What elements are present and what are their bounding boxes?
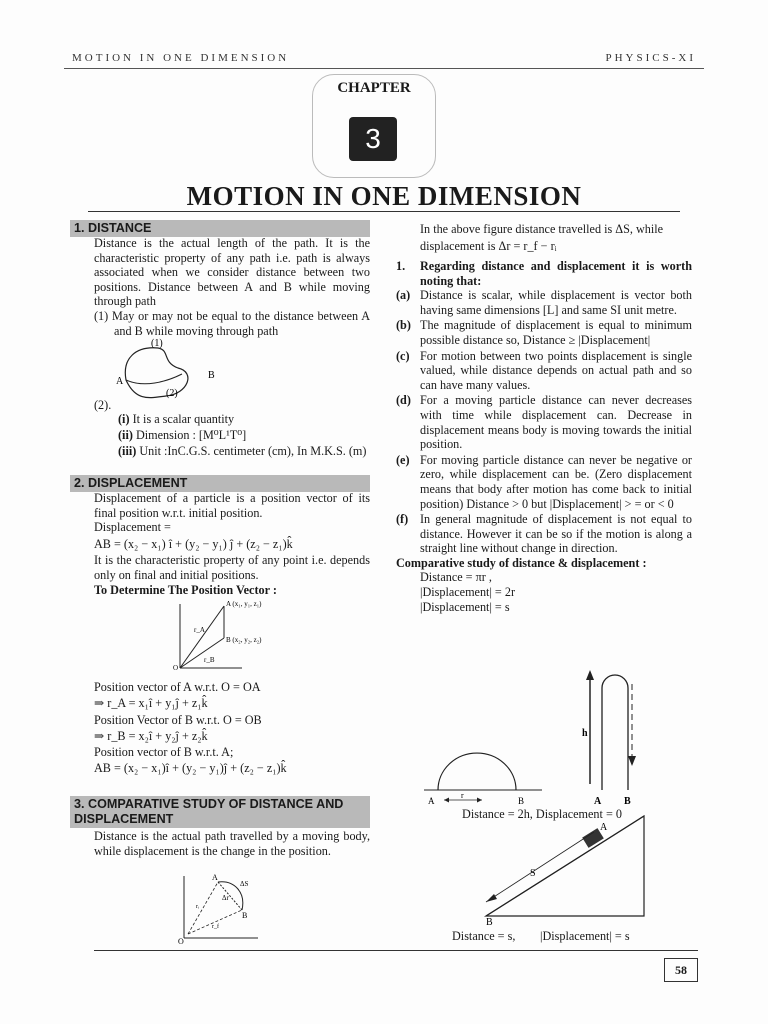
vertical-caption: Distance = 2h, Displacement = 0 <box>462 807 622 821</box>
vertical-motion-figure <box>576 664 646 806</box>
displacement-formula: AB = (x₂ − x₁) î + (y₂ − y₁) ĵ + (z₂ − z₁)k̂ <box>94 536 293 551</box>
pv-line-6: AB = (x₂ − x₁)î + (y₂ − y₁)ĵ + (z₂ − z₁)k̂ <box>94 761 287 776</box>
pv-line-4: ⇒ r_B = x₂î + y₂ĵ + z₂k̂ <box>94 728 208 743</box>
incline-label-s: S <box>530 868 536 879</box>
header-rule <box>64 68 704 69</box>
fig-label-path-1: (1) <box>151 338 163 349</box>
fig-label-path-2: (2) <box>166 388 178 399</box>
comp-line-2: |Displacement| = 2r <box>420 585 516 600</box>
arc-displacement-figure <box>178 872 268 946</box>
section-heading-comparative: 3. COMPARATIVE STUDY OF DISTANCE AND DISPLACEMENT <box>70 796 370 828</box>
fig-vector-ra: r_A <box>194 626 205 634</box>
path-blob-figure <box>96 338 246 418</box>
title-rule <box>88 211 680 212</box>
displacement-section <box>94 491 370 597</box>
note-item-c: (c) For motion between two points displacement is single valued, while distance depends on actual path and so can have many values. <box>396 348 692 392</box>
vertical-label-b: B <box>624 796 631 807</box>
running-header-left: MOTION IN ONE DIMENSION <box>72 52 290 64</box>
incline-caption-right: |Displacement| = s <box>540 929 630 943</box>
comp-line-1: Distance = πr , <box>420 570 492 585</box>
fig-arc-ds: ΔS <box>240 880 249 888</box>
incline-label-b: B <box>486 917 493 928</box>
pv-line-1: Position vector of A w.r.t. O = OA <box>94 680 261 694</box>
comparative-study-heading: Comparative study of distance & displacement : <box>396 555 647 570</box>
distance-paragraph: Distance is the actual length of the path. It is the characteristic property of any path i.e. path is always associated when we consider distance between two positions. Distance between A and B while moving through path <box>94 236 370 309</box>
fig-vector-rb: r_B <box>204 656 215 664</box>
incline-figure <box>476 810 656 928</box>
property-dimension: (ii) Dimension : [M⁰L¹T⁰] <box>118 427 247 442</box>
fig-arc-a: A <box>212 873 218 882</box>
distance-properties <box>118 412 370 459</box>
fig-arc-o: O <box>178 937 184 946</box>
right-notes <box>396 259 692 614</box>
displacement-paragraph: Displacement of a particle is a position vector of its final position w.r.t. initial position. <box>94 491 370 520</box>
chapter-title: MOTION IN ONE DIMENSION <box>186 181 582 211</box>
pv-line-3: Position Vector of B w.r.t. O = OB <box>94 712 262 727</box>
intro-line-1: In the above figure distance travelled is ΔS, while <box>420 222 664 236</box>
comp-line-3: |Displacement| = s <box>420 599 510 614</box>
height-label-h: h <box>582 728 588 739</box>
incline-caption-left: Distance = s, <box>452 929 516 943</box>
note-item-f: (f) In general magnitude of displacement is not equal to distance. However it can be so if the motion is along a straight line without change in direction. <box>396 512 692 556</box>
footer-rule <box>94 950 698 951</box>
note-item-b: (b) The magnitude of displacement is equal to minimum possible distance so, Distance ≥ |Displacement| <box>396 318 692 347</box>
comparative-paragraph: Distance is the actual path travelled by a moving body, while displacement is the change in the position. <box>94 829 370 858</box>
fig-arc-ri: rᵢ <box>196 904 199 910</box>
property-scalar: (i) It is a scalar quantity <box>118 412 235 426</box>
fig-arc-dr: Δr <box>222 894 229 902</box>
semi-label-b: B <box>518 796 525 806</box>
fig-origin: O <box>173 664 179 672</box>
pv-line-2: ⇒ r_A = x₁î + y₁ĵ + z₁k̂ <box>94 696 208 711</box>
note-item-d: (d) For a moving particle distance can never decreases with time while displacement can. Decrease in displacement means body is moving towards the initial position. <box>396 393 692 452</box>
fig-arc-rf: r_f <box>212 924 219 930</box>
distance-section <box>94 236 370 338</box>
semicircle-path-figure <box>424 752 544 808</box>
chapter-label: CHAPTER <box>337 80 411 96</box>
noting-heading: 1. Regarding distance and displacement it is worth noting that: <box>396 259 692 288</box>
fig-arc-b: B <box>242 911 248 920</box>
note-item-e: (e) For moving particle distance can never be negative or zero, while displacement can be. (Zero displacement means that body after motion has come back to initial position) Distance > 0 but |Displacement| > = or < 0 <box>396 452 692 511</box>
displacement-label: Displacement = <box>94 520 171 535</box>
running-header-right: PHYSICS-XI <box>605 52 696 64</box>
distance-item-1: (1) May or may not be equal to the distance between A and B while moving through path <box>94 308 370 338</box>
pv-line-5: Position vector of B w.r.t. A; <box>94 745 234 760</box>
fig-point-b: B (x₂, y₂, z₂) <box>226 636 262 644</box>
property-unit: (iii) Unit :InC.G.S. centimeter (cm), In M.K.S. (m) <box>118 444 367 459</box>
note-item-a: (a) Distance is scalar, while displacement is vector both having same dimensions [L] and same SI unit metre. <box>396 288 692 317</box>
position-vector-lines <box>94 679 370 777</box>
position-vector-heading: To Determine The Position Vector : <box>94 582 277 597</box>
position-vector-figure <box>172 598 292 672</box>
displacement-paragraph-2: It is the characteristic property of any point i.e. depends only on final and initial positions. <box>94 553 370 582</box>
comparative-section <box>94 829 370 858</box>
right-intro <box>396 221 692 255</box>
fig-label-a: A <box>116 376 124 387</box>
section-heading-distance: 1. DISTANCE <box>70 220 370 237</box>
fig-point-a: A (x₁, y₁, z₁) <box>226 600 262 608</box>
chapter-number-badge: 3 <box>349 117 397 161</box>
vertical-label-a: A <box>594 796 602 807</box>
incline-label-a: A <box>600 822 608 833</box>
intro-line-2: displacement is Δr = r_f − rᵢ <box>420 239 557 253</box>
semi-label-r: r <box>461 791 464 800</box>
semi-label-a: A <box>428 796 435 806</box>
page-number: 58 <box>664 958 698 982</box>
section-heading-displacement: 2. DISPLACEMENT <box>70 475 370 492</box>
distance-item-2: (2). <box>94 398 112 412</box>
fig-label-b: B <box>208 370 215 381</box>
